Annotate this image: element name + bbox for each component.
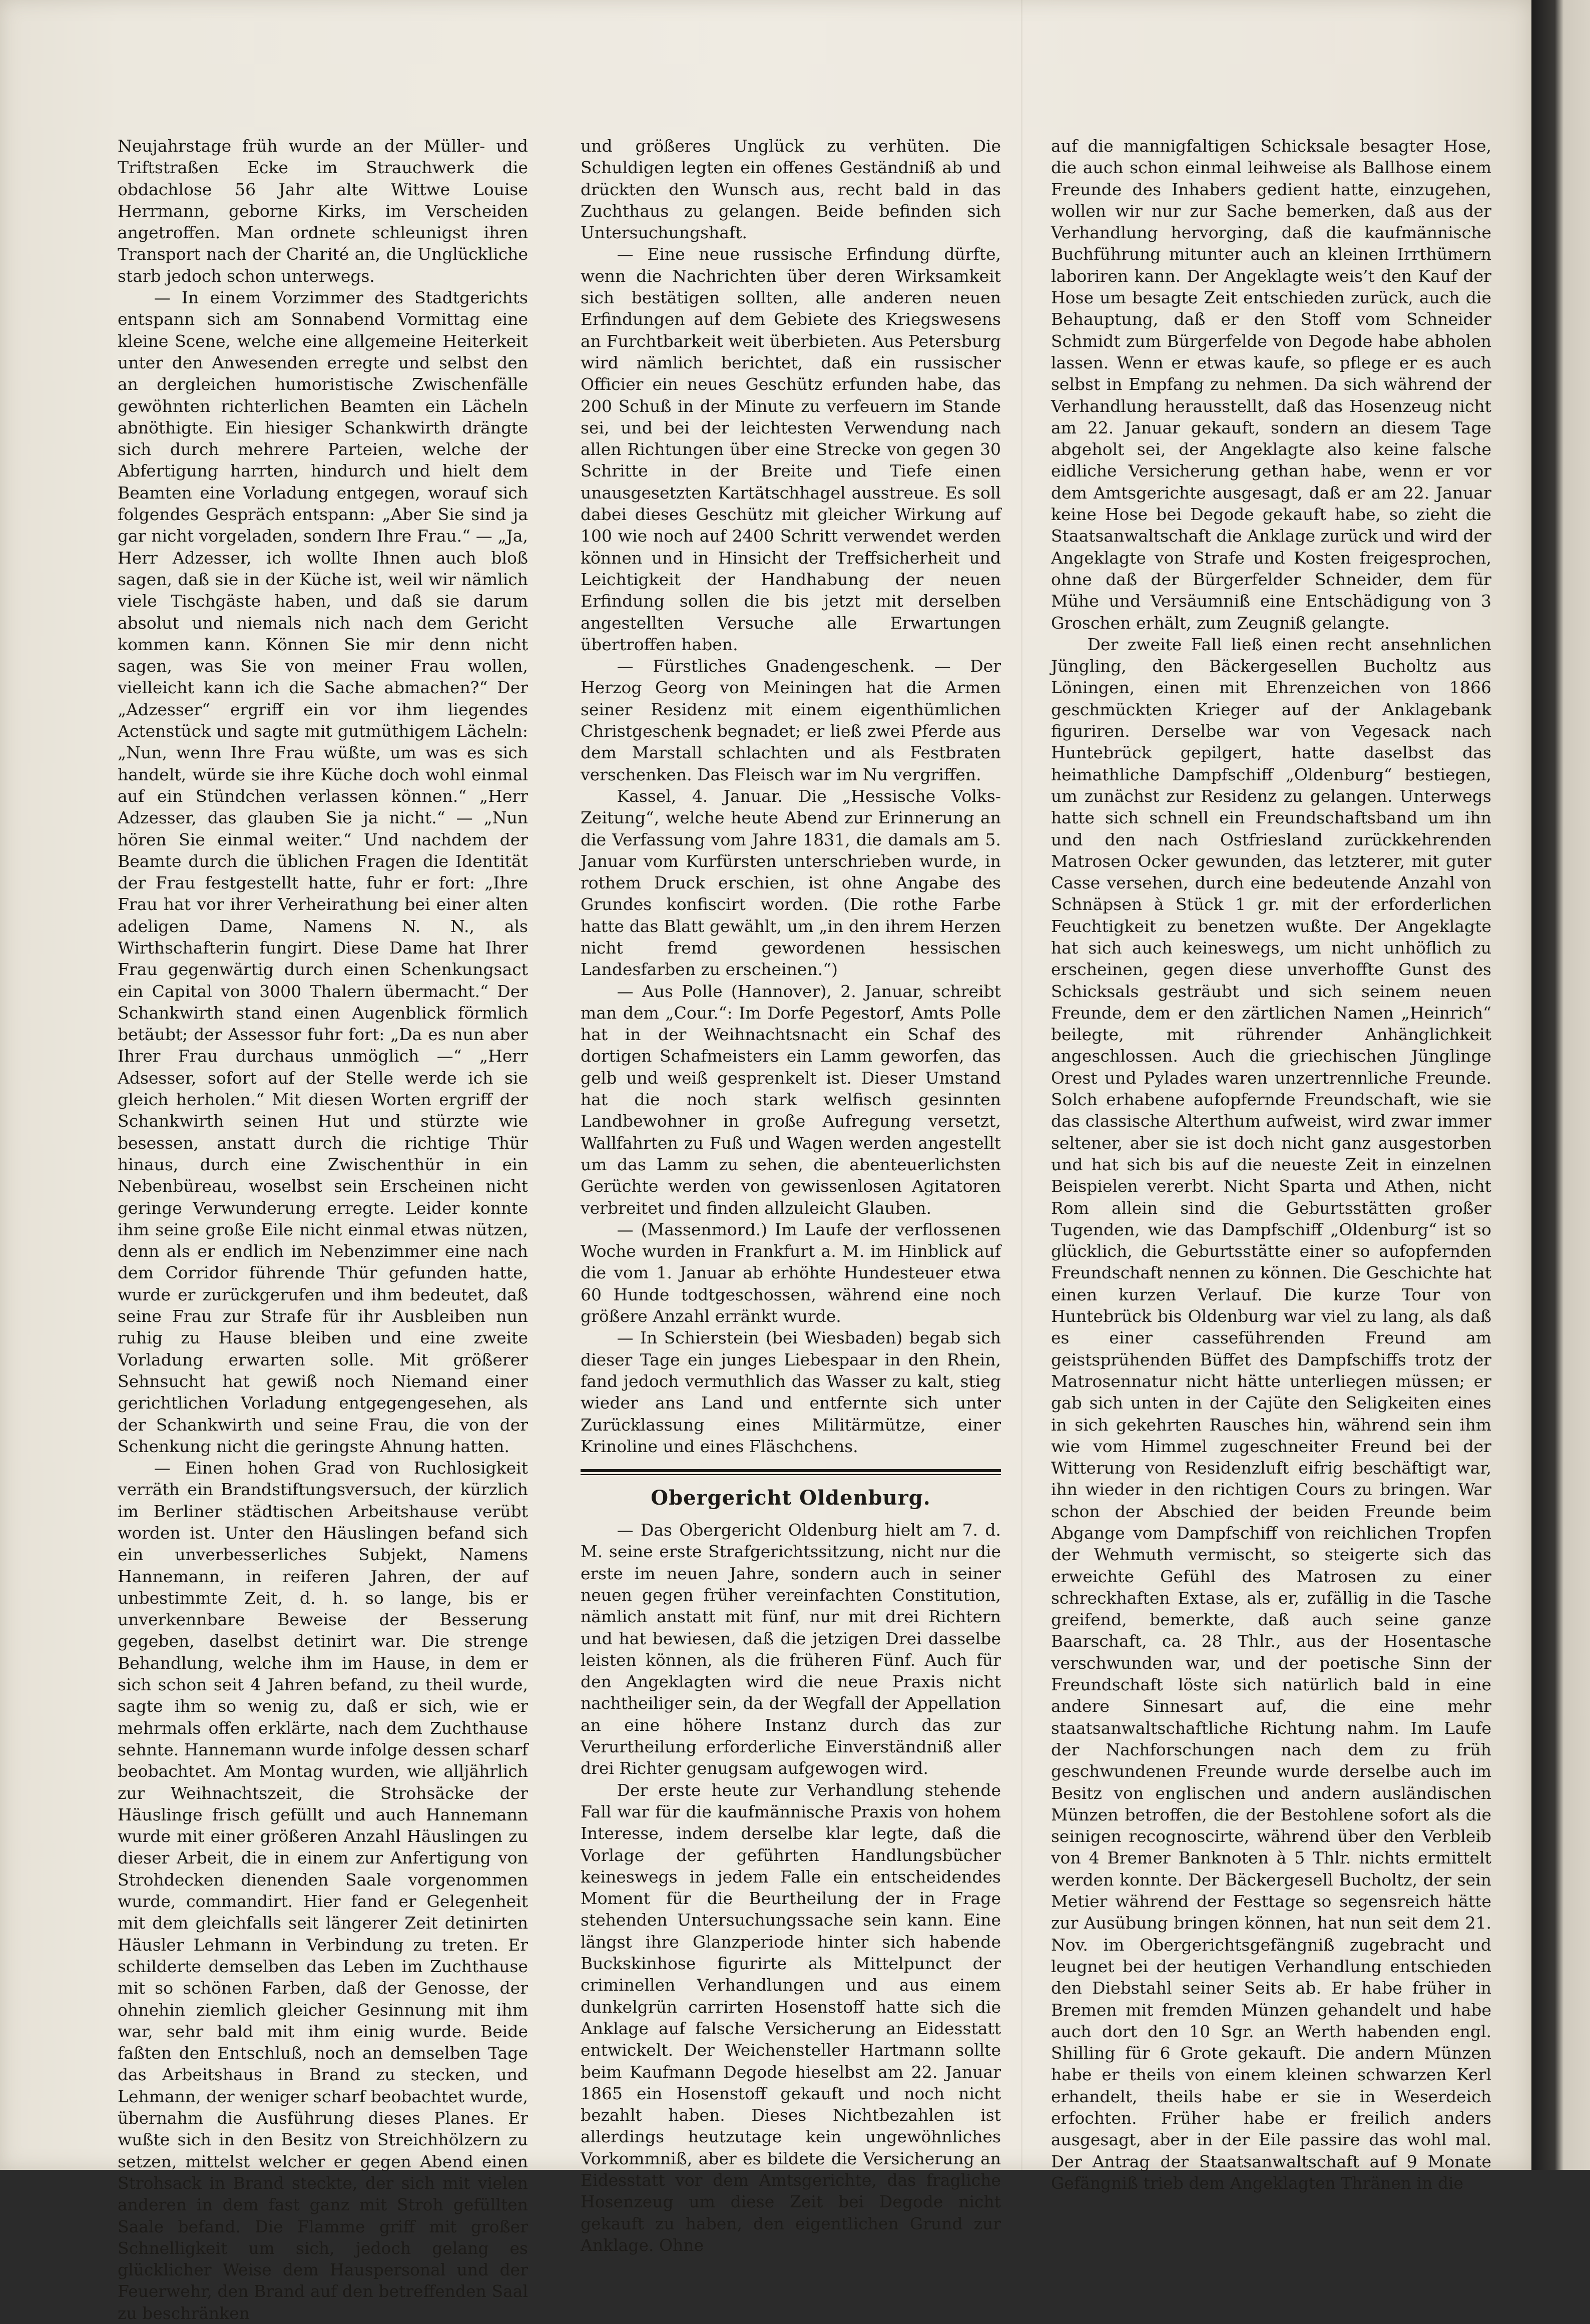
article-paragraph: Neujahrstage früh wurde an der Müller- und Triftstraßen Ecke im Strauchwerk die obdachlose 56 Jahr alte Wittwe Louise Herrmann, geborne Kirks, im Verscheiden angetroffen. Man ordnete schleunigst ihren Transport nach der Charité an, die Unglückliche starb jedoch schon unterwegs. xyxy=(118,136,528,286)
column-3 xyxy=(1051,135,1491,2193)
article-paragraph: auf die mannigfaltigen Schicksale besagter Hose, die auch schon einmal leihweise als Ballhose einem Freunde des Inhabers gedient hatte, einzugehen, wollen wir nur zur Sache bemerken, daß aus der Verhandlung hervorging, daß die kaufmännische Buchführung mitunter auch an kleinen Irrthümern laboriren kann. Der Angeklagte weis’t den Kauf der Hose um besagte Zeit entschieden zurück, auch die Behauptung, daß er den Stoff vom Schneider Schmidt zum Bürgerfelde von Degode habe abholen lassen. Wenn er etwas kaufe, so pflege er es auch selbst in Empfang zu nehmen. Da sich während der Verhandlung herausstellt, daß das Hosenzeug nicht am 22. Januar gekauft, sondern an diesem Tage abgeholt sei, der Angeklagte also keine falsche eidliche Versicherung gethan habe, wenn er vor dem Amtsgerichte ausgesagt, daß er am 22. Januar keine Hose bei Degode gekauft habe, so zieht die Staatsanwaltschaft die Anklage zurück und wird der Angeklagte von Strafe und Kosten freigesprochen, ohne daß der Bürgerfelder Schneider, dem für Mühe und Versäumniß eine Entschädigung von 3 Groschen erhält, zum Zeugniß gelangte. xyxy=(1051,136,1491,633)
article-paragraph: Der erste heute zur Verhandlung stehende Fall war für die kaufmännische Praxis von hohem Interesse, indem derselbe klar legte, daß die Vorlage der geführten Handlungsbücher keineswegs in jedem Falle ein entscheidendes Moment für die Beurtheilung der in Frage stehenden Untersuchungssache sein kann. Eine längst ihre Glanzperiode hinter sich habende Buckskinhose figurirte als Mittelpunct der criminellen Verhandlungen und aus einem dunkelgrün carrirten Hosenstoff hatte sich die Anklage auf falsche Versicherung an Eidesstatt entwickelt. Der Weichensteller Hartmann sollte beim Kaufmann Degode hieselbst am 22. Januar 1865 ein Hosenstoff gekauft und noch nicht bezahlt haben. Dieses Nichtbezahlen ist allerdings heutzutage kein ungewöhnliches Vorkommniß, aber es bildete die Versicherung an Eidesstatt vor dem Amtsgerichte, das fragliche Hosenzeug um diese Zeit bei Degode nicht gekauft zu haben, den eigentlichen Grund zur Anklage. Ohne xyxy=(581,1780,1001,2255)
column-1 xyxy=(118,135,528,2323)
column-2 xyxy=(581,135,1001,2255)
article-paragraph: — Fürstliches Gnadengeschenk. — Der Herzog Georg von Meiningen hat die Armen seiner Residenz mit einem eigenthümlichen Christgeschenk begnadet; er ließ zwei Pferde aus dem Marstall schlachten und als Festbraten verschenken. Das Fleisch war im Nu vergriffen. xyxy=(581,656,1001,784)
article-paragraph: und größeres Unglück zu verhüten. Die Schuldigen legten ein offenes Geständniß ab und drückten den Wunsch aus, recht bald in das Zuchthaus zu gelangen. Beide befinden sich Untersuchungshaft. xyxy=(581,136,1001,243)
article-paragraph: — Eine neue russische Erfindung dürfte, wenn die Nachrichten über deren Wirksamkeit sich bestätigen sollten, alle anderen neuen Erfindungen auf dem Gebiete des Kriegswesens an Furchtbarkeit weit überbieten. Aus Petersburg wird nämlich berichtet, daß ein russischer Officier ein neues Geschütz erfunden habe, das 200 Schuß in der Minute zu verfeuern im Stande sei, und bei der leichtesten Verwendung nach allen Richtungen über eine Strecke von gegen 30 Schritte in der Breite und Tiefe einen unausgesetzten Kartätschhagel ausstreue. Es soll dabei dieses Geschütz mit gleicher Wirkung auf 100 wie noch auf 2400 Schritt verwendet werden können und in Hinsicht der Treffsicherheit und Leichtigkeit der Handhabung der neuen Erfindung sollen die bis jetzt mit derselben angestellten Versuche alle Erwartungen übertroffen haben. xyxy=(581,244,1001,654)
scan-edge-strip xyxy=(1531,0,1590,2170)
section-divider-thick xyxy=(581,1469,1001,1472)
article-paragraph: — In einem Vorzimmer des Stadtgerichts entspann sich am Sonnabend Vormittag eine kleine Scene, welche eine allgemeine Heiterkeit unter den Anwesenden erregte und selbst den an dergleichen humoristische Zwischenfälle gewöhnten richterlichen Beamten ein Lächeln abnöthigte. Ein hiesiger Schankwirth drängte sich durch mehrere Parteien, welche der Abfertigung harrten, hindurch und hielt dem Beamten eine Vorladung entgegen, worauf sich folgendes Gespräch entspann: „Aber Sie sind ja gar nicht vorgeladen, sondern Ihre Frau.“ — „Ja, Herr Adzesser, ich wollte Ihnen auch bloß sagen, daß sie in der Küche ist, weil wir nämlich viele Tischgäste haben, und daß sie darum absolut und niemals nich nach dem Gericht kommen kann. Können Sie mir denn nicht sagen, was Sie von meiner Frau wollen, vielleicht kann ich die Sache abmachen?“ Der „Adzesser“ ergriff ein vor ihm liegendes Actenstück und sagte mit gutmüthigem Lächeln: „Nun, wenn Ihre Frau wüßte, um was es sich handelt, würde sie ihre Küche doch wohl einmal auf ein Stündchen verlassen können.“ „Herr Adzesser, das glauben Sie ja nicht.“ — „Nun hören Sie einmal weiter.“ Und nachdem der Beamte durch die üblichen Fragen die Identität der Frau festgestellt hatte, fuhr er fort: „Ihre Frau hat vor ihrer Verheirathung bei einer alten adeligen Dame, Namens N. N., als Wirthschafterin fungirt. Diese Dame hat Ihrer Frau gegenwärtig durch einen Schenkungsact ein Capital von 3000 Thalern übermacht.“ Der Schankwirth stand einen Augenblick förmlich betäubt; der Assessor fuhr fort: „Da es nun aber Ihrer Frau durchaus unmöglich —“ „Herr Adsesser, sofort auf der Stelle werde ich sie gleich herholen.“ Mit diesen Worten ergriff der Schankwirth seinen Hut und stürzte wie besessen, anstatt durch die richtige Thür hinaus, durch eine Zwischenthür in ein Nebenbüreau, woselbst sein Erscheinen nicht geringe Verwunderung erregte. Leider konnte ihm seine große Eile nicht einmal etwas nützen, denn als er endlich im Nebenzimmer eine nach dem Corridor führende Thür gefunden hatte, wurde er zurückgerufen und ihm bedeutet, daß seine Frau zur Strafe für ihr Ausbleiben nun ruhig zu Hause bleiben und eine zweite Vorladung erwarten solle. Mit größerer Sehnsucht hat gewiß noch Niemand einer gerichtlichen Vorladung entgegengesehen, als der Schankwirth und seine Frau, die von der Schenkung nicht die geringste Ahnung hatten. xyxy=(118,288,528,1456)
section-divider-thin xyxy=(581,1474,1001,1475)
article-paragraph: — (Massenmord.) Im Laufe der verflossenen Woche wurden in Frankfurt a. M. im Hinblick auf die vom 1. Januar ab erhöhte Hundesteuer etwa 60 Hunde todtgeschossen, während eine noch größere Anzahl erränkt wurde. xyxy=(581,1219,1001,1326)
page-fold-line xyxy=(1021,0,1022,2170)
article-paragraph: — Aus Polle (Hannover), 2. Januar, schreibt man dem „Cour.“: Im Dorfe Pegestorf, Amts Polle hat in der Weihnachtsnacht ein Schaf des dortigen Schafmeisters ein Lamm geworfen, das gelb und weiß gesprenkelt ist. Dieser Umstand hat die noch stark welfisch gesinnten Landbewohner in große Aufregung versetzt, Wallfahrten zu Fuß und Wagen werden angestellt um das Lamm zu sehen, die abenteuerlichsten Gerüchte werden von gewissenlosen Agitatoren verbreitet und finden allzuleicht Glauben. xyxy=(581,981,1001,1218)
article-paragraph: Kassel, 4. Januar. Die „Hessische Volks-Zeitung“, welche heute Abend zur Erinnerung an die Verfassung vom Jahre 1831, die damals am 5. Januar vom Kurfürsten unterschrieben wurde, in rothem Druck erschien, ist ohne Angabe des Grundes konfiscirt worden. (Die rothe Farbe hatte das Blatt gewählt, um „in den ihrem Herzen nicht fremd gewordenen hessischen Landesfarben zu erscheinen.“) xyxy=(581,786,1001,980)
article-paragraph: — Einen hohen Grad von Ruchlosigkeit verräth ein Brandstiftungsversuch, der kürzlich im Berliner städtischen Arbeitshause verübt worden ist. Unter den Häuslingen befand sich ein unverbesserliches Subjekt, Namens Hannemann, in reiferen Jahren, der auf unbestimmte Zeit, d. h. so lange, bis er unverkennbare Beweise der Besserung gegeben, daselbst detinirt war. Die strenge Behandlung, welche ihm im Hause, in dem er sich schon seit 4 Jahren befand, zu theil wurde, sagte ihm so wenig zu, daß er sich, wie er mehrmals offen erklärte, nach dem Zuchthause sehnte. Hannemann wurde infolge dessen scharf beobachtet. Am Montag wurden, wie alljährlich zur Weihnachtszeit, die Strohsäcke der Häuslinge frisch gefüllt und auch Hannemann wurde mit einer größeren Anzahl Häuslingen zu dieser Arbeit, die in einem zur Anfertigung von Strohdecken dienenden Saale vorgenommen wurde, commandirt. Hier fand er Gelegenheit mit dem gleichfalls seit längerer Zeit detinirten Häusler Lehmann in Verbindung zu treten. Er schilderte demselben das Leben im Zuchthause mit so schönen Farben, daß der Genosse, der ohnehin ziemlich gleicher Gesinnung mit ihm war, sehr bald mit ihm einig wurde. Beide faßten den Entschluß, noch an demselben Tage das Arbeitshaus in Brand zu stecken, und Lehmann, der weniger scharf beobachtet wurde, übernahm die Ausführung dieses Planes. Er wußte sich in den Besitz von Streichhölzern zu setzen, mittelst welcher er gegen Abend einen Strohsack in Brand steckte, der sich mit vielen anderen in dem fast ganz mit Stroh gefüllten Saale befand. Die Flamme griff mit großer Schnelligkeit um sich, jedoch gelang es glücklicher Weise dem Hauspersonal und der Feuerwehr, den Brand auf den betreffenden Saal zu beschränken xyxy=(118,1458,528,2323)
article-paragraph: Der zweite Fall ließ einen recht ansehnlichen Jüngling, den Bäckergesellen Bucholtz aus Löningen, einen mit Ehrenzeichen von 1866 geschmückten Krieger auf der Anklagebank figuriren. Derselbe war von Vegesack nach Huntebrück gepilgert, hatte daselbst das heimathliche Dampfschiff „Oldenburg“ bestiegen, um zunächst zur Residenz zu gelangen. Unterwegs hatte sich schnell ein Freundschaftsband um ihn und den nach Ostfriesland zurückkehrenden Matrosen Ocker gewunden, das letzterer, mit guter Casse versehen, durch eine bedeutende Anzahl von Schnäpsen à Stück 1 gr. mit der erforderlichen Feuchtigkeit zu benetzen wußte. Der Angeklagte hat sich auch keineswegs, um nicht unhöflich zu erscheinen, gegen diese unverhoffte Gunst des Schicksals gesträubt und sich seinem neuen Freunde, dem er den zärtlichen Namen „Heinrich“ beilegte, mit rührender Anhänglichkeit angeschlossen. Auch die griechischen Jünglinge Orest und Pylades waren unzertrennliche Freunde. Solch erhabene aufopfernde Freundschaft, wie sie das classische Alterthum aufweist, wird zwar immer seltener, aber sie ist doch nicht ganz ausgestorben und hat sich bis auf die neueste Zeit in einzelnen Beispielen vererbt. Nicht Sparta und Athen, nicht Rom allein sind die Geburtsstätten großer Tugenden, wie das Dampfschiff „Oldenburg“ ist so glücklich, die Geburtsstätte einer so aufopfernden Freundschaft nennen zu können. Die Geschichte hat einen kurzen Verlauf. Die kurze Tour von Huntebrück bis Oldenburg war viel zu lang, als daß es einer casseführenden Freund am geistsprühenden Büffet des Dampfschiffs trotz der Matrosennatur nicht hätte unterliegen müssen; er gab sich unten in der Cajüte den Seligkeiten eines in sich gekehrten Rausches hin, während sein ihm wie vom Himmel zugeschneiter Freund bei der Witterung von Residenzluft eifrig beschäftigt war, ihn wieder in den richtigen Cours zu bringen. War schon der Abschied der beiden Freunde beim Abgange vom Dampfschiff von reichlichen Tropfen der Wehmuth vermischt, so steigerte sich das erweichte Gefühl des Matrosen zu einer schreckhaften Extase, als er, zufällig in die Tasche greifend, bemerkte, daß auch seine ganze Baarschaft, ca. 28 Thlr., aus der Hosentasche verschwunden war, und der poetische Sinn der Freundschaft löste sich natürlich bald in eine andere Sinnesart auf, die eine mehr staatsanwaltschaftliche Richtung nahm. Im Laufe der Nachforschungen nach dem zu früh geschwundenen Freunde wurde derselbe auch im Besitz von englischen und andern ausländischen Münzen betroffen, die der Bestohlene sofort als die seinigen recognoscirte, während über den Verbleib von 4 Bremer Banknoten à 5 Thlr. nichts ermittelt werden konnte. Der Bäckergesell Bucholtz, der sein Metier während der Festtage so segensreich hätte zur Ausübung bringen können, hat nun seit dem 21. Nov. im Obergerichtsgefängniß zugebracht und leugnet bei der heutigen Verhandlung entschieden den Diebstahl seiner Seits ab. Er habe früher in Bremen mit fremden Münzen gehandelt und habe auch dort den 10 Sgr. an Werth habenden engl. Shilling für 6 Grote gekauft. Die andern Münzen habe er theils von einem kleinen schwarzen Kerl erhandelt, theils habe er sie in Weserdeich erfochten. Früher habe er freilich anders ausgesagt, aber in der Eile passire das wohl mal. Der Antrag der Staatsanwaltschaft auf 9 Monate Gefängniß trieb dem Angeklagten Thränen in die xyxy=(1051,634,1491,2193)
section-heading-obergericht: Obergericht Oldenburg. xyxy=(651,1486,931,1510)
article-paragraph: — In Schierstein (bei Wiesbaden) begab sich dieser Tage ein junges Liebespaar in den Rhein, fand jedoch vermuthlich das Wasser zu kalt, stieg wieder ans Land und entfernte sich unter Zurücklassung eines Militärmütze, einer Krinoline und eines Fläschchens. xyxy=(581,1328,1001,1456)
article-paragraph: — Das Obergericht Oldenburg hielt am 7. d. M. seine erste Strafgerichtssitzung, nicht nur die erste im neuen Jahre, sondern auch in seiner neuen gegen früher vereinfachten Constitution, nämlich anstatt mit fünf, nur mit drei Richtern und hat bewiesen, daß die jetzigen Drei dasselbe leisten können, als die früheren Fünf. Auch für den Angeklagten wird die neue Praxis nicht nachtheiliger sein, da der Wegfall der Appellation an eine höhere Instanz durch das zur Verurtheilung erforderliche Einverständniß aller drei Richter genugsam aufgewogen wird. xyxy=(581,1520,1001,1778)
